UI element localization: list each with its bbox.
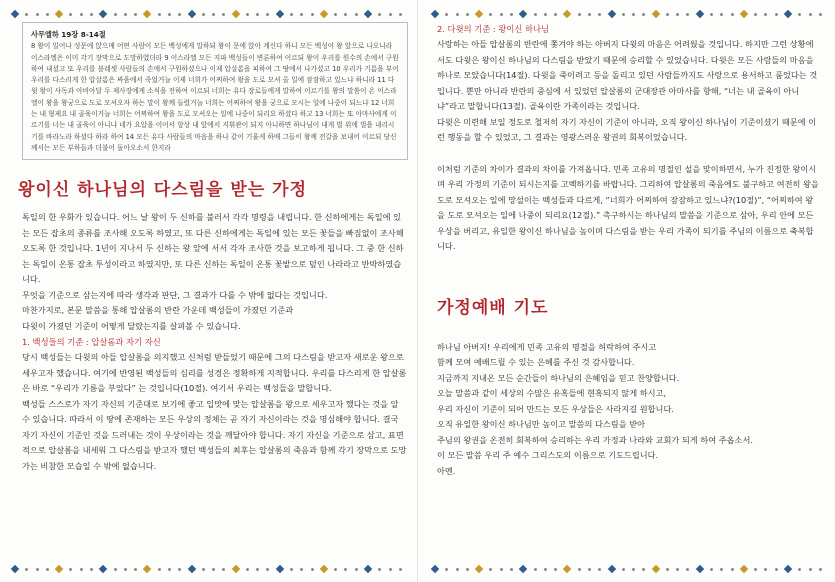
border-dot: [544, 13, 547, 16]
border-dot: [578, 568, 581, 571]
border-dot: [456, 568, 459, 571]
border-dot: [686, 13, 689, 16]
border-diamond: [143, 10, 151, 18]
paragraph: 다윗이 가졌던 기준이 어떻게 달랐는지를 살펴볼 수 있습니다.: [22, 320, 241, 331]
border-dot: [212, 13, 215, 16]
border-dot: [256, 568, 259, 571]
border-dot: [80, 13, 83, 16]
border-dot: [222, 13, 225, 16]
border-diamond: [99, 565, 107, 573]
border-dot: [178, 568, 181, 571]
border-diamond: [607, 565, 615, 573]
border-dot: [311, 13, 314, 16]
border-dot: [534, 13, 537, 16]
bottom-border-right: [432, 563, 822, 575]
spacer: [437, 146, 819, 162]
border-dot: [445, 568, 448, 571]
border-dot: [355, 13, 358, 16]
border-diamond: [740, 565, 748, 573]
border-dot: [256, 13, 259, 16]
border-dot: [300, 568, 303, 571]
border-diamond: [99, 10, 107, 18]
main-title: 왕이신 하나님의 다스림을 받는 가정: [18, 180, 308, 201]
border-dot: [355, 568, 358, 571]
border-dot: [202, 13, 205, 16]
border-dot: [334, 13, 337, 16]
border-dot: [775, 568, 778, 571]
border-dot: [632, 13, 635, 16]
border-dot: [598, 13, 601, 16]
border-dot: [598, 568, 601, 571]
border-dot: [676, 13, 679, 16]
border-dot: [710, 568, 713, 571]
border-dot: [500, 568, 503, 571]
border-diamond: [519, 10, 527, 18]
border-dot: [158, 568, 161, 571]
border-dot: [389, 568, 392, 571]
scripture-box: [22, 22, 408, 160]
section-heading-1: 1. 백성들의 기준 : 압살롬과 자기 자신: [22, 337, 161, 348]
border-dot: [80, 568, 83, 571]
border-dot: [534, 568, 537, 571]
border-diamond: [651, 565, 659, 573]
border-dot: [500, 13, 503, 16]
border-dot: [344, 13, 347, 16]
border-dot: [588, 13, 591, 16]
border-dot: [666, 568, 669, 571]
border-dot: [222, 568, 225, 571]
paragraph: 당시 백성들는 다윗의 아들 압살롬을 의지했고 신처럼 받들었기 때문에 그의 다스림을 받고자 새로운 왕으로 세우고자 했습니다. 여기에 반영된 백성들의 심리를 성경은 정확하게 지적합니다. 우리를 다스리게 한 압살롬은 바로 “우리가 기름을 부었다” 는 것입니다(10절). 여기서 우리는 백성들을 말합니다.: [22, 352, 407, 394]
border-dot: [809, 568, 812, 571]
border-dot: [554, 568, 557, 571]
border-dot: [710, 13, 713, 16]
paragraph: 무엇을 기준으로 삼는지에 따라 생각과 판단, 그 결과가 다를 수 밖에 없다는 것입니다.: [22, 289, 328, 300]
border-dot: [666, 13, 669, 16]
border-dot: [798, 568, 801, 571]
border-dot: [266, 13, 269, 16]
border-diamond: [784, 565, 792, 573]
border-dot: [114, 13, 117, 16]
border-dot: [588, 568, 591, 571]
border-diamond: [320, 10, 328, 18]
border-dot: [311, 568, 314, 571]
border-diamond: [784, 10, 792, 18]
border-dot: [622, 13, 625, 16]
border-dot: [69, 13, 72, 16]
border-dot: [344, 568, 347, 571]
border-dot: [334, 568, 337, 571]
border-dot: [46, 568, 49, 571]
left-page: [18, 22, 408, 474]
border-dot: [510, 13, 513, 16]
border-diamond: [563, 10, 571, 18]
border-dot: [389, 13, 392, 16]
border-dot: [809, 13, 812, 16]
border-dot: [754, 13, 757, 16]
border-dot: [36, 13, 39, 16]
border-dot: [114, 568, 117, 571]
prayer-line: 우리 자신이 기준이 되어 만드는 모든 우상들은 사라지길 원합니다.: [437, 403, 674, 414]
paragraph: 백성들 스스로가 자기 자신의 기준대로 보기에 좋고 입맛에 맞는 압살롬을 왕으로 세우고자 했다는 것을 알 수 있습니다. 따라서 이 땅에 존재하는 모든 우상의 정체는 곧 자기 자신이라는 것을 명심해야 합니다. 결국 자기 자신이 기준인 것을 드러내는 것이 우상이라는 것을 깨달아야 합니다. 자기 자신을 기준으로 삼고, 표면적으로 압살롬을 내세워 그 다스림을 받고자 했던 백성들의 최후는 압살롬의 죽음과 함께 각기 장막으로 도망가는 비참한 모습일 수 밖에 없습니다.: [22, 398, 407, 471]
paragraph: 마찬가지로, 본문 말씀을 통해 압살롬의 반란 가운데 백성들이 가졌던 기준과: [22, 305, 294, 316]
border-dot: [25, 13, 28, 16]
border-diamond: [696, 565, 704, 573]
border-dot: [554, 13, 557, 16]
border-dot: [489, 568, 492, 571]
sermon-body-left: [22, 210, 408, 474]
border-dot: [445, 13, 448, 16]
border-dot: [720, 13, 723, 16]
border-diamond: [475, 10, 483, 18]
border-dot: [90, 568, 93, 571]
border-dot: [578, 13, 581, 16]
right-page: [437, 22, 819, 479]
border-diamond: [231, 10, 239, 18]
border-dot: [456, 13, 459, 16]
prayer-line: 오늘 말씀과 같이 세상의 수많은 유혹들에 현혹되지 않게 하시고,: [437, 388, 667, 398]
border-dot: [246, 568, 249, 571]
border-diamond: [740, 10, 748, 18]
border-dot: [90, 13, 93, 16]
border-dot: [399, 568, 402, 571]
border-diamond: [431, 10, 439, 18]
border-dot: [300, 13, 303, 16]
border-dot: [202, 568, 205, 571]
scripture-text: 8 왕이 일어나 성문에 앉으매 어떤 사람이 모든 백성에게 말하되 왕이 문에 앉아 계신다 하니 모든 백성이 왕 앞으로 나오니라 이스라엘은 이미 각기 장막으로 도망하였더라 9 이스라엘 모든 지파 백성들이 변론하여 이르되 왕이 우리를 원수의 손에서 구원하여 내셨고 또 우리를 블레셋 사람들의 손에서 구원하셨으나 이제 압살롬을 피하여 그 땅에서 나가셨고 10 우리가 기름을 부어 우리를 다스리게 한 압살롬은 싸움에서 죽었거늘 이제 너희가 어찌하여 왕을 도로 모셔 올 일에 잠잠하고 있느냐 하니라 11 다윗 왕이 사독과 아비아달 두 제사장에게 소식을 전하여 이르되 너희는 유다 장로들에게 말하여 이르기를 왕의 말씀이 온 이스라엘이 왕을 왕궁으로 도로 모셔오자 하는 말이 왕께 들렸거늘 너희는 어찌하여 왕을 궁으로 모시는 일에 나중이 되느냐 12 너희는 내 형제요 내 골육이거늘 너희는 어찌하여 왕을 도로 모셔오는 일에 나중이 되리요 하셨다 하고 13 너희는 또 아마사에게 이르기를 너는 내 골육이 아니냐 네가 요압을 이어서 항상 내 앞에서 지휘관이 되지 아니하면 하나님이 내게 벌 위에 벌을 내리시기를 바라노라 하셨다 하라 하여 14 모든 유다 사람들의 마음을 하나 같이 기울게 하매 그들이 왕께 전갈을 보내어 이르되 당신께서는 모든 부하들과 더불어 돌아오소서 한지라: [31, 42, 399, 152]
prayer-line: 아멘.: [437, 465, 456, 476]
border-dot: [124, 13, 127, 16]
border-dot: [378, 13, 381, 16]
border-dot: [158, 13, 161, 16]
scripture-reference: 사무엘하 19장 8-14절: [31, 30, 106, 39]
prayer-line: 오직 유일한 왕이신 하나님만 높이고 말씀의 다스림을 받아: [437, 419, 646, 429]
sermon-body-right: [437, 22, 819, 255]
border-dot: [622, 568, 625, 571]
border-dot: [46, 13, 49, 16]
border-dot: [134, 568, 137, 571]
border-diamond: [651, 10, 659, 18]
border-diamond: [431, 565, 439, 573]
bottom-border-left: [12, 563, 402, 575]
border-dot: [246, 13, 249, 16]
border-diamond: [276, 565, 284, 573]
border-dot: [731, 13, 734, 16]
prayer-text: [437, 340, 819, 480]
prayer-line: 이 모든 말씀 우리 주 예수 그리스도의 이름으로 기도드립니다.: [437, 450, 659, 460]
border-diamond: [55, 565, 63, 573]
prayer-line: 하나님 아버지! 우리에게 민족 고유의 명절을 허락하여 주시고: [437, 341, 657, 352]
border-dot: [168, 13, 171, 16]
prayer-line: 지금까지 지내온 모든 순간들이 하나님의 은혜임을 믿고 찬양합니다.: [437, 372, 680, 383]
border-diamond: [519, 565, 527, 573]
border-dot: [466, 568, 469, 571]
border-diamond: [11, 10, 19, 18]
border-diamond: [364, 565, 372, 573]
border-dot: [686, 568, 689, 571]
border-dot: [36, 568, 39, 571]
border-diamond: [11, 565, 19, 573]
border-dot: [720, 568, 723, 571]
border-diamond: [320, 565, 328, 573]
border-dot: [775, 13, 778, 16]
paragraph: 다윗은 미련해 보일 정도로 철저히 자기 자신이 기준이 아니라, 오직 왕이신 하나님이 기준이셨기 때문에 이런 행동을 할 수 있었고, 그 결과는 영광스러운 왕권의 회복이었습니다.: [437, 116, 817, 142]
border-dot: [764, 568, 767, 571]
border-dot: [212, 568, 215, 571]
border-dot: [754, 568, 757, 571]
section-heading-2: 2. 다윗의 기준 : 왕이신 하나님: [437, 24, 550, 34]
border-dot: [489, 13, 492, 16]
paragraph: 독일의 한 우화가 있습니다. 어느 날 왕이 두 신하를 불러서 각각 명령을 내립니다. 한 신하에게는 독일에 있는 모든 잡초의 종류를 조사해 오도록 하였고, 또 다른 신하에게는 독일에 있는 모든 꽃들을 빠짐없이 조사해 오도록 한 것입니다. 1년이 지나서 두 신하는 왕 앞에 서서 각자 조사한 것을 보고하게 됩니다. 그 중 한 신하는 독일이 온통 잡초 투성이라고 하였지만, 또 다른 신하는 독일이 온통 꽃밭으로 덮인 나라라고 반박하였습니다.: [22, 212, 404, 285]
top-border-right: [432, 8, 822, 20]
border-dot: [124, 568, 127, 571]
border-diamond: [696, 10, 704, 18]
border-dot: [642, 568, 645, 571]
border-diamond: [364, 10, 372, 18]
border-dot: [466, 13, 469, 16]
border-diamond: [607, 10, 615, 18]
border-dot: [266, 568, 269, 571]
border-dot: [290, 568, 293, 571]
border-dot: [25, 568, 28, 571]
border-dot: [819, 13, 822, 16]
border-diamond: [475, 565, 483, 573]
top-border-left: [12, 8, 402, 20]
paragraph: 이처럼 기준의 차이가 결과의 차이를 가져옵니다. 민족 고유의 명절인 설을 맞이하면서, 누가 진정한 왕이시며 우리 가정의 기준이 되시는지를 고백하기를 바랍니다. 그리하여 압살롬의 죽음에도 불구하고 여전히 왕을 도로 모셔오는 일에 망설이는 백성들과 다르게, “너희가 어찌하여 잠잠하고 있느냐?(10절)”, “어찌하여 왕을 도로 모셔오는 일에 나중이 되리요(12절).” 촉구하시는 하나님의 말씀을 기준으로 삼아, 우리 안에 모든 우상을 버리고, 유일한 왕이신 하나님을 높이며 다스림을 받는 우리 가족이 되기를 주님의 이름으로 축복합니다.: [437, 163, 819, 251]
border-dot: [544, 568, 547, 571]
border-diamond: [187, 565, 195, 573]
border-diamond: [231, 565, 239, 573]
border-dot: [676, 568, 679, 571]
border-diamond: [563, 565, 571, 573]
page-fold: [417, 0, 418, 582]
border-dot: [399, 13, 402, 16]
border-dot: [764, 13, 767, 16]
border-dot: [378, 568, 381, 571]
border-dot: [69, 568, 72, 571]
prayer-title: 가정예배 기도: [437, 297, 549, 318]
border-dot: [819, 568, 822, 571]
border-dot: [642, 13, 645, 16]
border-dot: [168, 568, 171, 571]
prayer-line: 함께 모여 예배드릴 수 있는 은혜를 주신 것 감사합니다.: [437, 357, 635, 367]
border-dot: [134, 13, 137, 16]
border-diamond: [55, 10, 63, 18]
border-dot: [290, 13, 293, 16]
border-dot: [632, 568, 635, 571]
prayer-line: 주님의 왕권을 온전히 회복하여 승리하는 우리 가정과 나라와 교회가 되게 하여 주옵소서.: [437, 434, 753, 445]
border-diamond: [276, 10, 284, 18]
border-dot: [731, 568, 734, 571]
border-dot: [510, 568, 513, 571]
border-diamond: [187, 10, 195, 18]
border-diamond: [143, 565, 151, 573]
border-dot: [178, 13, 181, 16]
border-dot: [798, 13, 801, 16]
paragraph: 사랑하는 아들 압살롬의 반란에 쫓겨야 하는 아버지 다윗의 마음은 어려웠을 것입니다. 하지만 그런 상황에서도 다윗은 왕이신 하나님의 다스림을 받았기 때문에 승리할 수 있었습니다. 다윗은 모든 사람들의 마음을 하나로 모았습니다(14절). 다윗을 죽이려고 등을 돌리고 있던 사람들까지도 사랑으로 용서하고 품었다는 것입니다. 뿐만 아니라 반란의 중심에 서 있었던 압살롬의 군대장관 아마사를 향해, “너는 내 골육이 아니냐”라고 말합니다(13절). 골육이란 가족이라는 것입니다.: [437, 39, 818, 111]
